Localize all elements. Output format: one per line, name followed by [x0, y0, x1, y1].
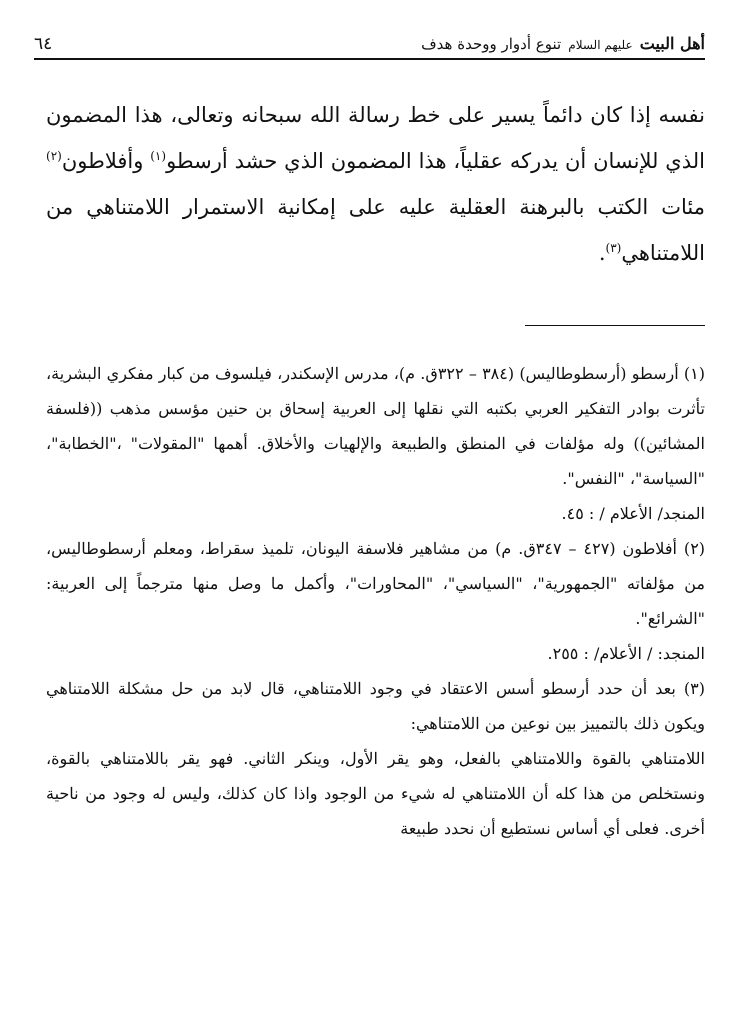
footnotes-section: [46, 356, 705, 846]
main-text-part-1: نفسه إذا كان دائماً يسير على خط رسالة الله سبحانه وتعالى، هذا المضمون الذي للإنسان أن يدركه عقلياً، هذا المضمون الذي حشد أرسطو: [46, 103, 705, 173]
footnote-2: (٢) أفلاطون (٤٢٧ – ٣٤٧ق. م) من مشاهير فلاسفة اليونان، تلميذ سقراط، ومعلم أرسطوطاليس، من مؤلفاته "الجمهورية"، "السياسي"، "المحاورات"، وأكمل ما وصل منها مترجماً إلى العربية: "الشرائع".: [46, 539, 706, 628]
footnote-ref-1[interactable]: (١): [150, 149, 167, 163]
footnote-1-source: المنجد/ الأعلام / : ٤٥.: [561, 504, 705, 523]
footnote-ref-3[interactable]: (٣): [605, 241, 622, 255]
header-subtitle: تنوع أدوار ووحدة هدف: [421, 35, 562, 53]
header-honorific: عليهم السلام: [568, 38, 633, 52]
footnote-separator: [525, 325, 705, 326]
footnote-3: (٣) بعد أن حدد أرسطو أسس الاعتقاد في وجود اللامتناهي، قال لابد من حل مشكلة اللامتناهي ويكون ذلك بالتمييز بين نوعين من اللامتناهي:: [46, 679, 705, 733]
header-title-group: [421, 34, 705, 55]
footnote-2-source: المنجد: / الأعلام/ : ٢٥٥.: [547, 644, 705, 663]
main-text-part-2: وأفلاطون: [61, 149, 151, 173]
main-paragraph: [46, 92, 705, 276]
running-header: [34, 30, 705, 60]
main-text-part-3: مئات الكتب بالبرهنة العقلية عليه على إمكانية الاستمرار اللامتناهي من اللامتناهي: [46, 195, 705, 265]
main-text: [46, 92, 705, 276]
main-text-part-4: .: [598, 241, 606, 265]
footnote-3-continuation: اللامتناهي بالقوة واللامتناهي بالفعل، وهو يقر الأول، وينكر الثاني. فهو يقر باللامتناهي بالقوة، ونستخلص من هذا كله أن اللامتناهي له شيء من الوجود واذا كان كذلك، وليس له وجود من ناحية أخرى. فعلى أي أساس نستطيع أن نحدد طبيعة: [46, 749, 705, 838]
footnote-ref-2[interactable]: (٢): [46, 149, 62, 163]
footnote-1: (١) أرسطو (أرسطوطاليس) (٣٨٤ – ٣٢٢ق. م)، مدرس الإسكندر، فيلسوف من كبار مفكري البشرية، تأثرت بوادر التفكير العربي بكتبه التي نقلها إلى العربية إسحاق بن حنين مؤسس مذهب ((فلسفة المشائين)) وله مؤلفات في المنطق والطبيعة والإلهيات والأخلاق. أهمها "المقولات" ،"الخطابة"، "السياسة"، "النفس".: [46, 364, 705, 488]
header-divider: [34, 58, 705, 60]
page-number: ٦٤: [34, 34, 53, 54]
header-title: أهل البيت: [639, 34, 705, 53]
